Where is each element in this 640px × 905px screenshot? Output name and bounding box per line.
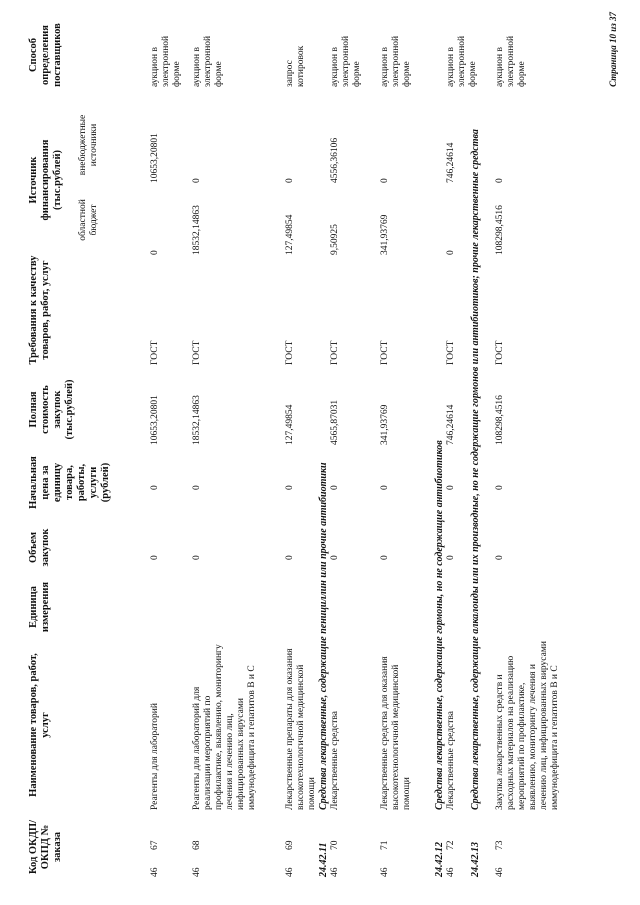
row-number: 71 [380,840,390,850]
row-code: 46 [192,867,202,877]
row-name: Реагенты для лабораторий для реализации мероприятий по профилактике, выявлению, мониторингу лечения и лечению лиц, инфицированных вирусами иммунодефицита и гепатитов В и С [192,644,257,810]
row-name: Лекарственные средства [330,710,340,810]
row-number: 72 [446,840,456,850]
row-volume: 0 [495,555,505,560]
row-name: Лекарственные средства для оказания высокотехнологичной медицинской помощи [380,656,412,810]
row-total: 10653,20801 [150,395,160,445]
row-number: 69 [285,840,295,850]
row-number: 68 [192,840,202,850]
section-title: Средства лекарственные, содержащие пенициллин или прочие антибиотики [318,462,329,810]
row-price: 0 [150,485,160,490]
header-source-other: внебюджетные источники [78,114,99,176]
row-volume: 0 [330,555,340,560]
row-volume: 0 [192,555,202,560]
row-name: Закупка лекарственных средств и расходных материалов на реализацию мероприятий по профилактике, выявлению, мониторингу лечения и лечению лиц, инфицированных вирусами иммунодефицита и гепатитов В и С [495,641,560,810]
row-budget: 9,50925 [330,224,340,255]
row-price: 0 [285,485,295,490]
row-other-sources: 0 [285,178,295,183]
row-price: 0 [380,485,390,490]
row-budget: 0 [446,250,456,255]
row-code: 46 [285,867,295,877]
section-code: 24.42.11 [318,842,329,877]
header-code: Код ОКДП/ ОКПД № заказа [28,819,63,875]
row-requirements: ГОСТ [150,340,160,365]
header-source: Источник финансирования (тыс.рублей) [28,139,63,221]
row-code: 46 [495,867,505,877]
row-volume: 0 [380,555,390,560]
row-code: 46 [330,867,340,877]
section-code: 24.42.12 [434,842,445,877]
header-source-budget: областной бюджет [78,199,99,241]
row-total: 746,24614 [446,404,456,445]
row-other-sources: 0 [495,178,505,183]
row-number: 67 [150,840,160,850]
row-volume: 0 [150,555,160,560]
header-unit: Единица измерения [28,581,51,633]
row-method: аукцион в электронной форме [495,35,527,87]
row-price: 0 [192,485,202,490]
row-price: 0 [446,485,456,490]
row-requirements: ГОСТ [330,340,340,365]
row-name: Лекарственные средства [446,710,456,810]
row-volume: 0 [446,555,456,560]
header-method: Способ определения поставщиков [28,23,63,87]
row-total: 108298,4516 [495,395,505,445]
row-budget: 18532,14863 [192,205,202,255]
row-code: 46 [446,867,456,877]
header-name: Наименование товаров, работ, услуг [28,653,51,797]
row-total: 4565,87031 [330,399,340,445]
row-requirements: ГОСТ [446,340,456,365]
row-other-sources: 746,24614 [446,142,456,183]
row-price: 0 [330,485,340,490]
row-requirements: ГОСТ [495,340,505,365]
row-other-sources: 0 [380,178,390,183]
row-total: 18532,14863 [192,395,202,445]
row-other-sources: 0 [192,178,202,183]
row-volume: 0 [285,555,295,560]
row-budget: 108298,4516 [495,205,505,255]
header-start-price: Начальная цена за единицу товара, работы, услуги (рублей) [28,456,111,509]
row-method: аукцион в электронной форме [192,35,224,87]
row-method: запрос котировок [285,45,306,87]
row-code: 46 [380,867,390,877]
row-budget: 0 [150,250,160,255]
section-title: Средства лекарственные, содержащие гормоны, но не содержащие антибиотиков [434,440,445,810]
row-requirements: ГОСТ [380,340,390,365]
page-number: Страница 10 из 37 [608,12,618,87]
row-total: 127,49854 [285,404,295,445]
row-price: 0 [495,485,505,490]
row-code: 46 [150,867,160,877]
row-budget: 127,49854 [285,214,295,255]
header-requirements: Требования к качеству товаров, работ, услуг [28,255,51,365]
row-budget: 341,93769 [380,214,390,255]
row-method: аукцион в электронной форме [380,35,412,87]
header-total: Полная стоимость закупок (тыс.рублей) [28,379,75,440]
row-requirements: ГОСТ [192,340,202,365]
row-name: Лекарственные препараты для оказания высокотехнологичной медицинской помощи [285,648,317,810]
section-code: 24.42.13 [470,842,481,877]
section-title: Средства лекарственные, содержащие алкалоиды или их производные, но не содержащие гормонов или антибиотиков; прочие лекарственные средства [470,129,481,810]
row-other-sources: 4556,36106 [330,137,340,183]
row-total: 341,93769 [380,404,390,445]
row-name: Реагенты для лабораторий [150,703,160,810]
row-requirements: ГОСТ [285,340,295,365]
row-other-sources: 10653,20801 [150,133,160,183]
row-number: 73 [495,840,505,850]
row-method: аукцион в электронной форме [446,35,478,87]
row-number: 70 [330,840,340,850]
header-volume: Объем закупок [28,528,51,567]
row-method: аукцион в электронной форме [330,35,362,87]
row-method: аукцион в электронной форме [150,35,182,87]
